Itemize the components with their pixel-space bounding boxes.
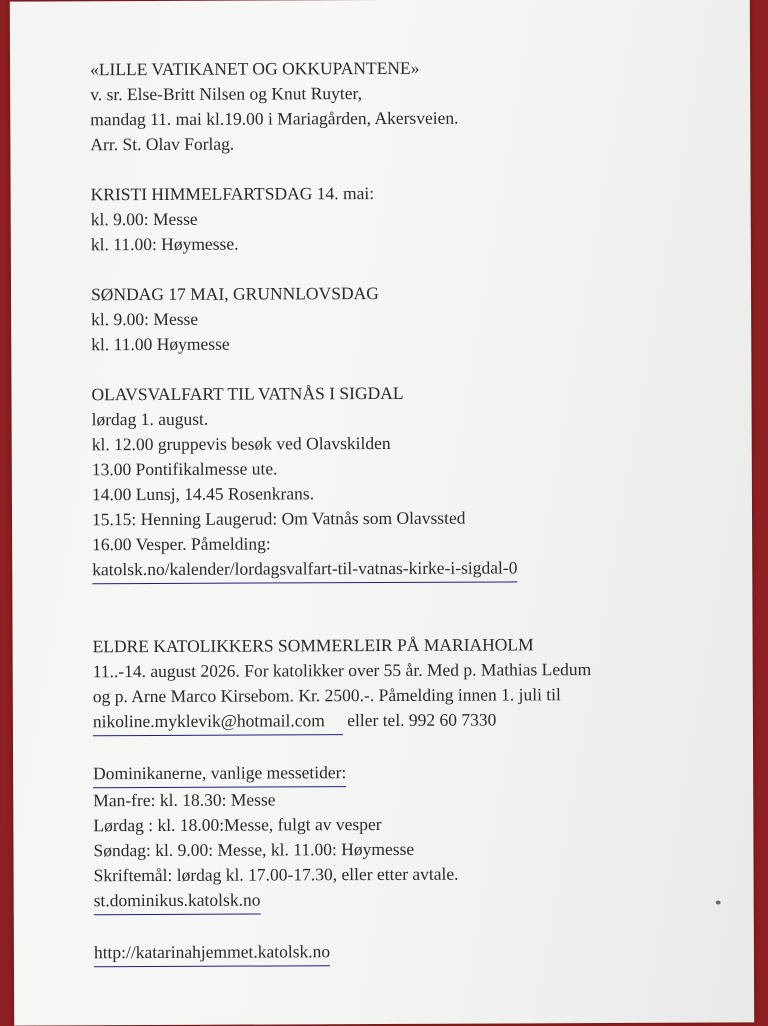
spacer (93, 733, 733, 761)
pilgrimage-link[interactable]: katolsk.no/kalender/lordagsvalfart-til-vatnas-kirke-i-sigdal-0 (92, 555, 517, 584)
pilgrimage-line: 15.15: Henning Laugerud: Om Vatnås som Olavssted (91, 507, 466, 530)
paper-speck (716, 901, 721, 905)
paper-sheet (10, 0, 754, 1026)
ascension-line: kl. 11.00: Høymesse. (90, 233, 239, 255)
ascension-title: KRISTI HIMMELFARTSDAG 14. mai: (90, 183, 375, 205)
constitution-day-line: kl. 11.00 Høymesse (91, 333, 230, 355)
email-link[interactable]: nikoline.myklevik@hotmail.com (93, 708, 343, 736)
spacer (91, 354, 731, 382)
dominicans-title: Dominikanerne, vanlige messetider: (93, 760, 346, 788)
spacer (90, 154, 730, 182)
pilgrimage-line: 14.00 Lunsj, 14.45 Rosenkrans. (91, 483, 315, 505)
ascension-line: kl. 9.00: Messe (90, 208, 198, 230)
dominicans-line: Skriftemål: lørdag kl. 17.00-17.30, eller etter avtale. (93, 863, 459, 886)
phone-text: eller tel. 992 60 7330 (342, 709, 497, 731)
pilgrimage-line: lørdag 1. august. (91, 408, 209, 430)
summer-camp-line: 11..-14. august 2026. For katolikker over 55 år. Med p. Mathias Ledum (92, 659, 592, 682)
constitution-day-line: kl. 9.00: Messe (91, 308, 199, 330)
dominicans-title-row (93, 758, 733, 788)
pilgrimage-line: 16.00 Vesper. Påmelding: (92, 533, 271, 555)
constitution-day-title: SØNDAG 17 MAI, GRUNNLOVSDAG (91, 283, 379, 305)
spacer (91, 254, 731, 282)
pilgrimage-link-row (92, 554, 732, 584)
notice-content (90, 54, 734, 967)
pilgrimage-line: 13.00 Pontifikalmesse ute. (91, 458, 278, 480)
spacer (92, 581, 732, 634)
summer-camp-contact-row (93, 706, 733, 736)
dominicans-link-row (94, 885, 734, 915)
lecture-line: Arr. St. Olav Forlag. (90, 133, 235, 155)
pilgrimage-title: OLAVSVALFART TIL VATNÅS I SIGDAL (91, 382, 404, 405)
spacer (94, 912, 734, 940)
lecture-line: mandag 11. mai kl.19.00 i Mariagården, Akersveien. (90, 107, 459, 130)
lecture-line: v. sr. Else-Britt Nilsen og Knut Ruyter, (90, 83, 363, 105)
dominicans-link[interactable]: st.dominikus.katolsk.no (94, 888, 261, 916)
dominicans-line: Søndag: kl. 9.00: Messe, kl. 11.00: Høymesse (93, 838, 415, 861)
katarina-link[interactable]: http://katarinahjemmet.katolsk.no (94, 939, 330, 967)
katarina-link-row (94, 937, 734, 967)
dominicans-line: Man-fre: kl. 18.30: Messe (93, 789, 276, 811)
summer-camp-line: og p. Arne Marco Kirsebom. Kr. 2500.-. Påmelding innen 1. juli til (92, 684, 561, 707)
pilgrimage-line: kl. 12.00 gruppevis besøk ved Olavskilden (91, 432, 391, 455)
lecture-title: «LILLE VATIKANET OG OKKUPANTENE» (90, 57, 420, 80)
summer-camp-title: ELDRE KATOLIKKERS SOMMERLEIR PÅ MARIAHOLM (92, 634, 534, 657)
dominicans-line: Lørdag : kl. 18.00:Messe, fulgt av vesper (93, 814, 382, 836)
